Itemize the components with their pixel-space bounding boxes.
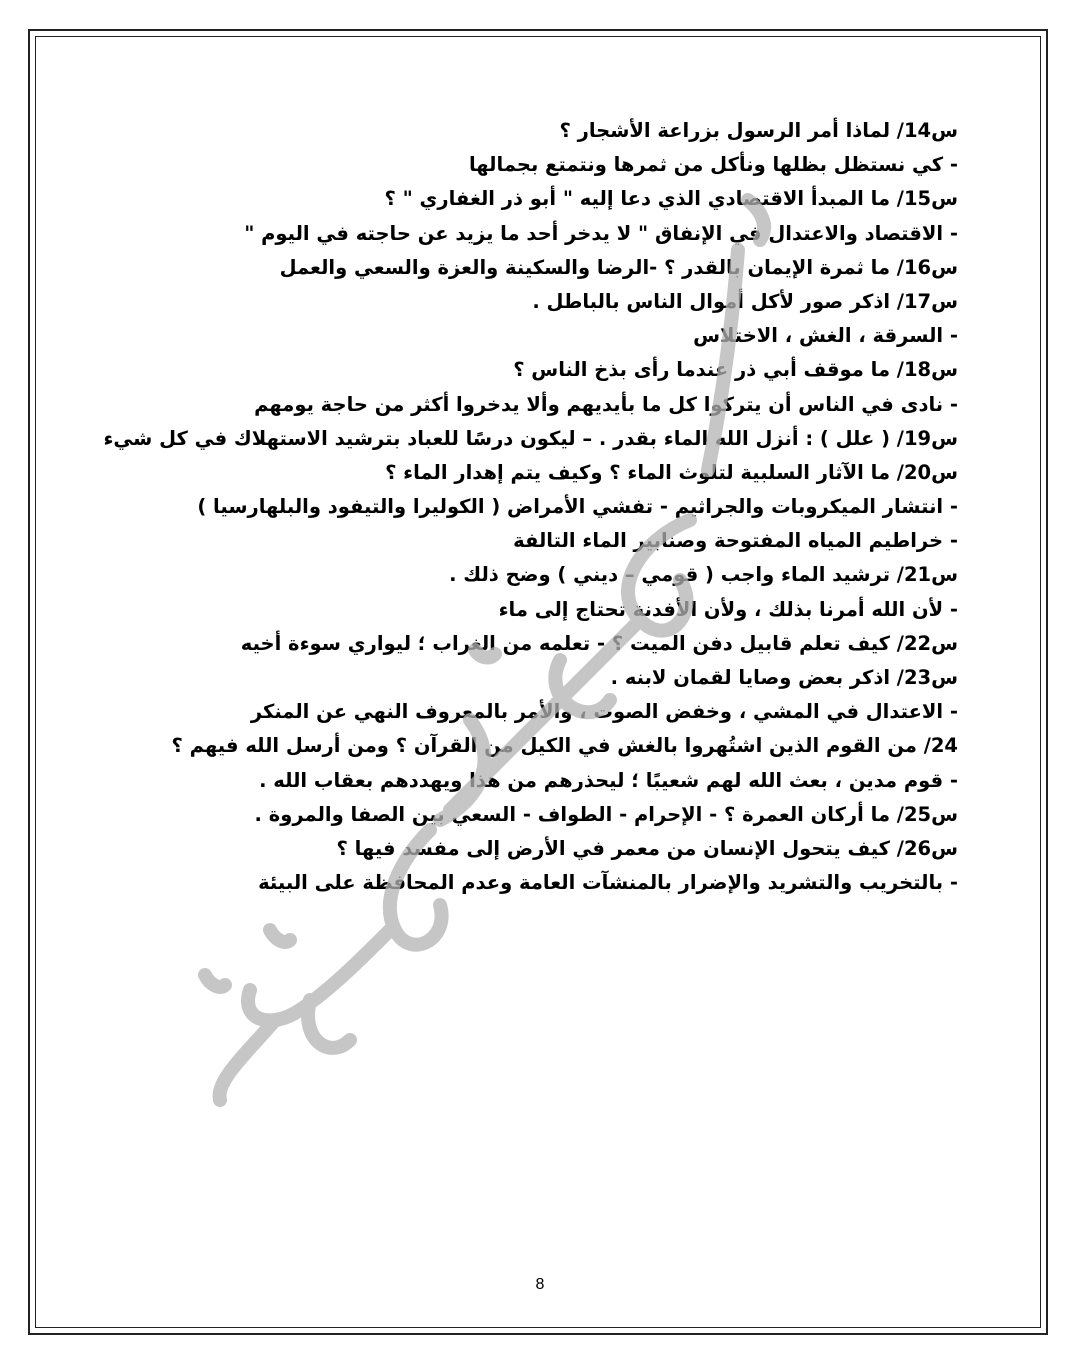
- line-a24: - قوم مدين ، بعث الله لهم شعيبًا ؛ ليحذرهم من هذا ويهددهم بعقاب الله .: [259, 768, 958, 792]
- line-q24: 24/ من القوم الذين اشتُهروا بالغش في الكيل من القرآن ؟ ومن أرسل الله فيهم ؟: [171, 734, 958, 758]
- line-q19: س19/ ( علل ) : أنزل الله الماء بقدر . – ليكون درسًا للعباد بترشيد الاستهلاك في كل شيء: [103, 426, 958, 450]
- line-q15: س15/ ما المبدأ الاقتصادي الذي دعا إليه " أبو ذر الغفاري " ؟: [384, 187, 958, 211]
- line-a14: - كي نستظل بظلها ونأكل من ثمرها ونتمتع بجمالها: [468, 153, 958, 177]
- line-q17: س17/ اذكر صور لأكل أموال الناس بالباطل .: [532, 289, 958, 313]
- line-q22: س22/ كيف تعلم قابيل دفن الميت ؟ - تعلمه من الغراب ؛ ليواري سوءة أخيه: [240, 631, 958, 655]
- line-a23: - الاعتدال في المشي ، وخفض الصوت ، والأمر بالمعروف النهي عن المنكر: [250, 700, 958, 724]
- line-q20: س20/ ما الآثار السلبية لتلوث الماء ؟ وكيف يتم إهدار الماء ؟: [385, 460, 958, 484]
- line-a21: - لأن الله أمرنا بذلك ، ولأن الأفدنة تحتاج إلى ماء: [498, 597, 958, 621]
- line-q18: س18/ ما موقف أبي ذر عندما رأى بذخ الناس ؟: [513, 358, 958, 382]
- line-a26: - بالتخريب والتشريد والإضرار بالمنشآت العامة وعدم المحافظة على البيئة: [258, 871, 958, 895]
- line-a15: - الاقتصاد والاعتدال في الإنفاق " لا يدخر أحد ما يزيد عن حاجته في اليوم ": [244, 221, 958, 245]
- line-a18: - نادى في الناس أن يتركوا كل ما بأيديهم وألا يدخروا أكثر من حاجة يومهم: [254, 392, 958, 416]
- line-a20-1: - انتشار الميكروبات والجراثيم - تفشي الأمراض ( الكوليرا والتيفود والبلهارسيا ): [197, 495, 958, 519]
- line-q21: س21/ ترشيد الماء واجب ( قومي – ديني ) وضح ذلك .: [449, 563, 958, 587]
- line-q16: س16/ ما ثمرة الإيمان بالقدر ؟ -الرضا والسكينة والعزة والسعي والعمل: [279, 255, 958, 279]
- line-q25: س25/ ما أركان العمرة ؟ - الإحرام - الطواف - السعي بين الصفا والمروة .: [254, 802, 958, 826]
- line-a17: - السرقة ، الغش ، الاختلاس: [693, 324, 958, 348]
- qa-content: [103, 114, 958, 900]
- line-q14: س14/ لماذا أمر الرسول بزراعة الأشجار ؟: [559, 119, 958, 142]
- page-number: 8: [535, 1276, 545, 1293]
- line-a20-2: - خراطيم المياه المفتوحة وصنابير الماء التالفة: [513, 529, 958, 553]
- line-q23: س23/ اذكر بعض وصايا لقمان لابنه .: [610, 666, 958, 689]
- line-q26: س26/ كيف يتحول الإنسان من معمر في الأرض إلى مفسد فيها ؟: [336, 836, 958, 860]
